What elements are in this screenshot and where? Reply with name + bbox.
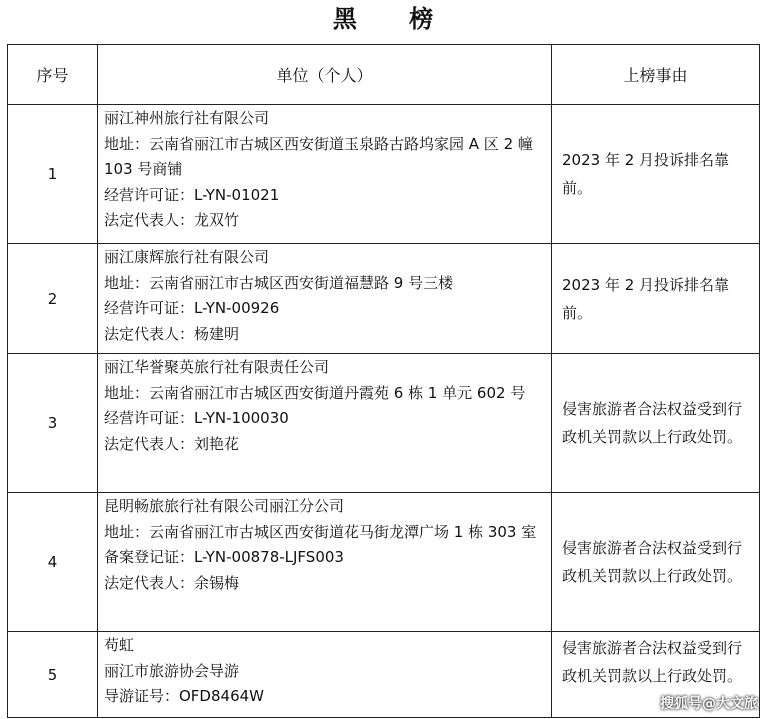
unit-license: 经营许可证：L-YN-100030 (104, 409, 289, 427)
unit-license: 导游证号：OFD8464W (104, 687, 264, 705)
unit-cell (98, 493, 552, 632)
listing-reason: 侵害旅游者合法权益受到行政机关罚款以上行政处罚。 (552, 354, 760, 493)
blacklist-table (7, 44, 760, 718)
row-number: 2 (8, 244, 98, 354)
unit-cell (98, 632, 552, 718)
unit-cell (98, 244, 552, 354)
listing-reason: 侵害旅游者合法权益受到行政机关罚款以上行政处罚。 (552, 632, 760, 718)
unit-name: 丽江康辉旅行社有限公司 (104, 248, 270, 266)
unit-address: 地址：云南省丽江市古城区西安街道花马街龙潭广场 1 栋 303 室 (104, 522, 537, 541)
row-number: 5 (8, 632, 98, 718)
listing-reason: 侵害旅游者合法权益受到行政机关罚款以上行政处罚。 (552, 493, 760, 632)
row-number: 3 (8, 354, 98, 493)
listing-reason: 2023 年 2 月投诉排名靠前。 (552, 244, 760, 354)
header-unit: 单位（个人） (98, 45, 552, 105)
unit-license: 经营许可证：L-YN-01021 (104, 185, 280, 204)
table-row (8, 244, 760, 354)
unit-license: 经营许可证：L-YN-00926 (104, 299, 280, 317)
unit-address: 地址：云南省丽江市古城区西安街道福慧路 9 号三楼 (104, 273, 454, 292)
unit-name: 丽江神州旅行社有限公司 (104, 109, 270, 127)
table-row (8, 105, 760, 244)
unit-name: 丽江华誉聚英旅行社有限责任公司 (104, 358, 330, 376)
unit-representative: 法定代表人：杨建明 (104, 324, 240, 343)
unit-address: 丽江市旅游协会导游 (104, 661, 240, 680)
listing-reason: 2023 年 2 月投诉排名靠前。 (552, 105, 760, 244)
watermark: 搜狐号@大文旅 (660, 696, 758, 712)
table-row (8, 493, 760, 632)
table-row (8, 354, 760, 493)
unit-name: 苟虹 (104, 636, 135, 654)
unit-cell (98, 354, 552, 493)
unit-representative: 法定代表人：余锡梅 (104, 573, 240, 592)
unit-address: 地址：云南省丽江市古城区西安街道玉泉路古路坞家园 A 区 2 幢 103 号商铺 (104, 134, 533, 178)
header-no: 序号 (8, 45, 98, 105)
header-reason: 上榜事由 (552, 45, 760, 105)
unit-license: 备案登记证：L-YN-00878-LJFS003 (104, 548, 344, 566)
row-number: 4 (8, 493, 98, 632)
table-header-row (8, 45, 760, 105)
unit-representative: 法定代表人：龙双竹 (104, 211, 240, 229)
unit-address: 地址：云南省丽江市古城区西安街道丹霞苑 6 栋 1 单元 602 号 (104, 383, 526, 402)
page-title: 黑 榜 (332, 5, 456, 33)
row-number: 1 (8, 105, 98, 244)
unit-name: 昆明畅旅旅行社有限公司丽江分公司 (104, 497, 345, 515)
unit-representative: 法定代表人：刘艳花 (104, 434, 240, 453)
table-row (8, 632, 760, 718)
unit-cell (98, 105, 552, 244)
